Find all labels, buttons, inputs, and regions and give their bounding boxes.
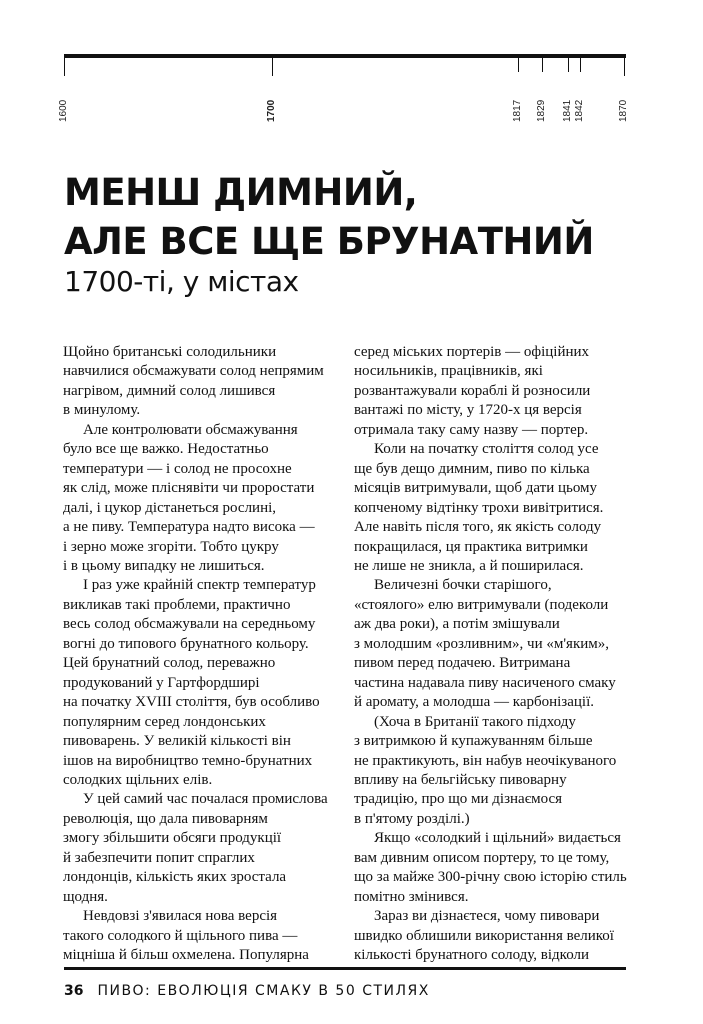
body-paragraph bbox=[63, 421, 338, 577]
body-line: і зерно може згоріти. Тобто цукру bbox=[63, 538, 279, 555]
body-line: Зараз ви дізнаєтеся, чому пивовари bbox=[374, 908, 600, 925]
body-paragraph bbox=[354, 907, 629, 965]
running-title: ПИВО: ЕВОЛЮЦІЯ СМАКУ В 50 СТИЛЯХ bbox=[97, 983, 430, 999]
body-line: в минулому. bbox=[63, 402, 141, 419]
body-line: солодких щільних елів. bbox=[63, 771, 213, 788]
body-paragraph bbox=[63, 907, 338, 965]
body-line: викликав такі проблеми, практично bbox=[63, 596, 291, 613]
timeline-tick bbox=[542, 58, 543, 72]
chapter-subtitle: 1700-ті, у містах bbox=[64, 265, 299, 298]
timeline-tick bbox=[624, 58, 625, 76]
body-line: покращилася, ця практика витримки bbox=[354, 538, 588, 555]
body-line: копченому відтінку трохи вивітритися. bbox=[354, 499, 604, 516]
body-line: місяців витримували, щоб дати цьому bbox=[354, 480, 598, 497]
timeline-year-label: 1841 bbox=[562, 99, 573, 122]
body-line: отримала таку саму назву — портер. bbox=[354, 421, 589, 438]
timeline-tick bbox=[272, 58, 273, 76]
body-line: з витримкою й купажуванням більше bbox=[354, 733, 593, 750]
body-line: як слід, може пліснявіти чи проростати bbox=[63, 480, 315, 497]
body-paragraph bbox=[63, 576, 338, 790]
body-paragraph bbox=[354, 829, 629, 907]
body-paragraph bbox=[63, 343, 338, 421]
body-line: не лише не зникла, а й поширилася. bbox=[354, 557, 584, 574]
body-line: такого солодкого й щільного пива — bbox=[63, 927, 298, 944]
timeline-tick bbox=[568, 58, 569, 72]
chapter-title bbox=[64, 168, 594, 266]
timeline-year-label: 1842 bbox=[574, 99, 585, 122]
body-line: й забезпечити попит спраглих bbox=[63, 849, 255, 866]
chapter-title-line-1: МЕНШ ДИМНИЙ, bbox=[64, 171, 418, 214]
timeline-year-label: 1700 bbox=[266, 99, 277, 122]
timeline-year-label: 1817 bbox=[512, 99, 523, 122]
body-line: серед міських портерів — офіційних bbox=[354, 344, 590, 360]
body-line: міцніша й більш охмелена. Популярна bbox=[63, 947, 309, 964]
body-line: кількості брунатного солоду, відколи bbox=[354, 947, 590, 964]
chapter-title-line-2: АЛЕ ВСЕ ЩЕ БРУНАТНИЙ bbox=[64, 220, 594, 263]
footer-rule bbox=[64, 967, 626, 970]
body-line: впливу на бельгійську пивоварну bbox=[354, 771, 567, 788]
body-line: з молодшим «розливним», чи «м'яким», bbox=[354, 635, 610, 652]
body-line: лондонців, кількість яких зростала bbox=[63, 869, 287, 886]
body-line: Цей брунатний солод, переважно bbox=[63, 655, 276, 672]
body-paragraph bbox=[354, 576, 629, 712]
page-footer bbox=[64, 983, 430, 999]
body-line: Коли на початку століття солод усе bbox=[374, 441, 599, 458]
body-line: навчилися обсмажувати солод непрямим bbox=[63, 363, 324, 380]
body-line: продукований у Гартфордширі bbox=[63, 674, 260, 691]
body-line: далі, і цукор дістанеться рослині, bbox=[63, 499, 277, 516]
body-line: вантажі по місту, у 1720-х ця версія bbox=[354, 402, 582, 419]
body-column-right bbox=[354, 343, 629, 966]
body-line: Але контролювати обсмажування bbox=[83, 421, 298, 438]
timeline-tick bbox=[580, 58, 581, 72]
body-line: аж два роки), а потім змішували bbox=[354, 616, 560, 633]
body-line: частина надавала пиву насиченого смаку bbox=[354, 674, 616, 691]
body-line: вам дивним описом портеру, то це тому, bbox=[354, 849, 610, 866]
body-line: вогні до типового брунатного кольору. bbox=[63, 635, 309, 652]
body-line: було все ще важко. Недостатньо bbox=[63, 441, 269, 458]
timeline-tick bbox=[64, 58, 65, 76]
body-line: носильників, працівників, які bbox=[354, 363, 543, 380]
body-line: традицію, про що ми дізнаємося bbox=[354, 791, 563, 808]
body-line: пивоварень. У великій кількості він bbox=[63, 733, 291, 750]
body-line: на початку XVIII століття, був особливо bbox=[63, 694, 320, 711]
timeline-tick bbox=[518, 58, 519, 72]
body-line: «стоялого» елю витримували (подеколи bbox=[354, 596, 609, 613]
body-line: У цей самий час почалася промислова bbox=[83, 791, 328, 808]
body-line: й аромату, а молодша — карбонізації. bbox=[354, 694, 594, 711]
timeline-year-label: 1600 bbox=[58, 99, 69, 122]
body-column-left bbox=[63, 343, 338, 966]
body-line: Але навіть після того, як якість солоду bbox=[354, 519, 602, 536]
body-line: весь солод обсмажували на середньому bbox=[63, 616, 316, 633]
body-line: Величезні бочки старішого, bbox=[374, 577, 552, 594]
body-line: змогу збільшити обсяги продукції bbox=[63, 830, 282, 847]
body-line: розвантажували кораблі й розносили bbox=[354, 382, 591, 399]
body-line: Невдовзі з'явилася нова версія bbox=[83, 908, 278, 925]
page-number: 36 bbox=[64, 983, 84, 999]
body-line: і в цьому випадку не лишиться. bbox=[63, 557, 265, 574]
body-line: в п'ятому розділі.) bbox=[354, 810, 470, 827]
body-line: помітно змінився. bbox=[354, 888, 469, 905]
timeline-year-label: 1870 bbox=[618, 99, 629, 122]
body-line: не практикують, він набув неочікуваного bbox=[354, 752, 617, 769]
body-line: І раз уже крайній спектр температур bbox=[83, 577, 316, 594]
timeline bbox=[58, 54, 629, 124]
body-paragraph bbox=[63, 790, 338, 907]
body-line: популярним серед лондонських bbox=[63, 713, 266, 730]
body-line: нагрівом, димний солод лишився bbox=[63, 382, 276, 399]
body-line: щодня. bbox=[63, 888, 108, 905]
body-line: революція, що дала пивоварням bbox=[63, 810, 268, 827]
body-line: (Хоча в Британії такого підходу bbox=[374, 713, 576, 730]
body-line: Щойно британські солодильники bbox=[63, 344, 277, 360]
body-paragraph bbox=[354, 440, 629, 576]
body-line: температури — і солод не просохне bbox=[63, 460, 292, 477]
timeline-year-label: 1829 bbox=[536, 99, 547, 122]
body-line: ще був дещо димним, пиво по кілька bbox=[354, 460, 590, 477]
body-line: ішов на виробництво темно-брунатних bbox=[63, 752, 313, 769]
body-paragraph bbox=[354, 713, 629, 830]
body-line: а не пиву. Температура надто висока — bbox=[63, 519, 315, 536]
body-line: пивом перед подачею. Витримана bbox=[354, 655, 571, 672]
body-paragraph bbox=[354, 343, 629, 440]
body-line: швидко облишили використання великої bbox=[354, 927, 614, 944]
body-line: що за майже 300-річну свою історію стиль bbox=[354, 869, 627, 886]
body-line: Якщо «солодкий і щільний» видається bbox=[374, 830, 621, 847]
